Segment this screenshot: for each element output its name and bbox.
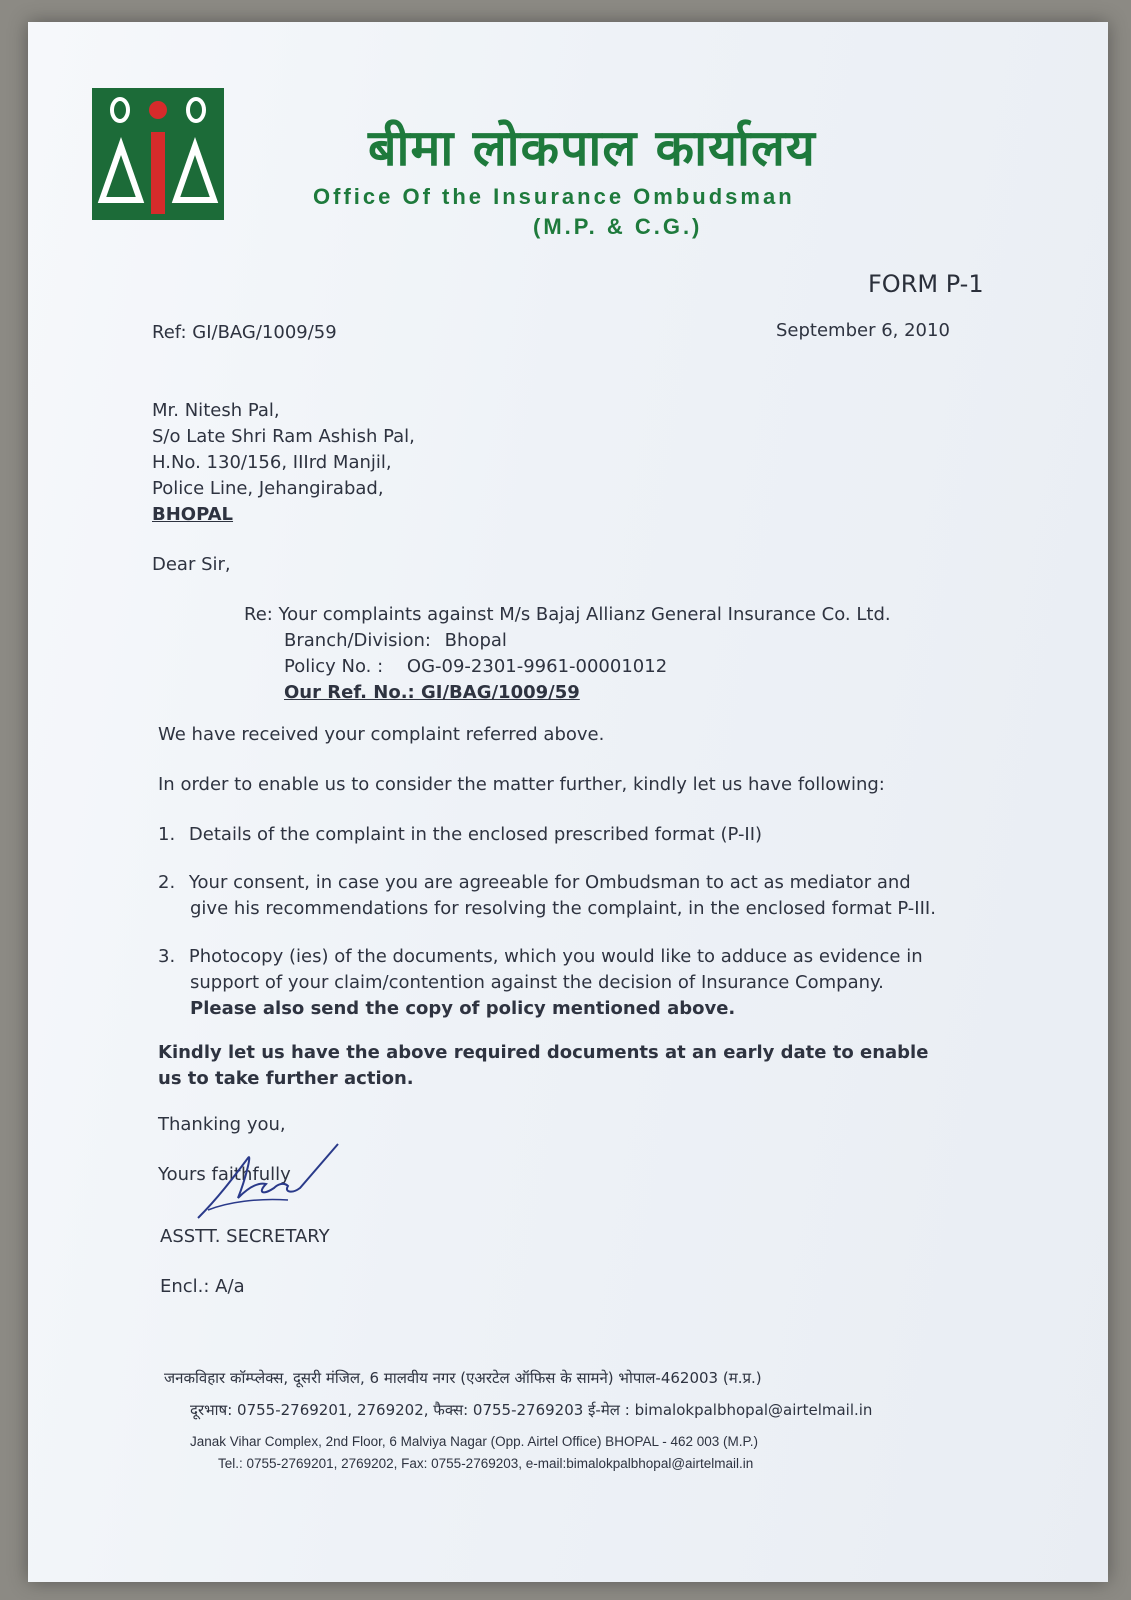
- closing-line: us to take further action.: [158, 1068, 414, 1089]
- list-text: Details of the complaint in the enclosed prescribed format (P-II): [188, 824, 763, 845]
- policy-line: [244, 654, 891, 680]
- footer-hindi-address: जनकविहार कॉम्प्लेक्स, दूसरी मंजिल, 6 मालवीय नगर (एअरटेल ऑफिस के सामने) भोपाल-462003 (म.प्र.): [164, 1369, 762, 1387]
- address-block: [152, 398, 415, 528]
- address-line: Mr. Nitesh Pal,: [152, 400, 280, 421]
- form-identifier: FORM P-1: [868, 270, 984, 298]
- reference-number: Ref: GI/BAG/1009/59: [152, 322, 337, 343]
- list-text: Your consent, in case you are agreeable for Ombudsman to act as mediator and: [188, 872, 911, 893]
- branch-line: [244, 628, 891, 654]
- footer-hindi-contact: दूरभाष: 0755-2769201, 2769202, फैक्स: 0755-2769203 ई-मेल : bimalokpalbhopal@airtelmail.in: [190, 1401, 873, 1419]
- address-line: S/o Late Shri Ram Ashish Pal,: [152, 426, 415, 447]
- list-text: give his recommendations for resolving the complaint, in the enclosed format P-III.: [190, 898, 936, 919]
- yours-faithfully: Yours faithfully: [158, 1164, 291, 1185]
- enclosure-note: Encl.: A/a: [160, 1276, 245, 1297]
- list-text: Please also send the copy of policy mentioned above.: [190, 998, 736, 1019]
- policy-number: OG-09-2301-9961-00001012: [406, 656, 668, 677]
- branch-value: Bhopal: [444, 630, 507, 651]
- signatory-title: ASSTT. SECRETARY: [160, 1226, 330, 1247]
- ombudsman-logo: [92, 88, 224, 220]
- subject-block: [244, 602, 891, 706]
- letter-page: [28, 22, 1108, 1582]
- english-office-title: Office Of the Insurance Ombudsman: [313, 184, 795, 209]
- logo-emblem-icon: [92, 88, 224, 220]
- list-number: 3.: [158, 946, 176, 967]
- address-city: BHOPAL: [152, 504, 234, 525]
- footer-english-contact: Tel.: 0755-2769201, 2769202, Fax: 0755-2769203, e-mail:bimalokpalbhopal@airtelmail.in: [218, 1456, 754, 1471]
- list-text: support of your claim/contention against the decision of Insurance Company.: [190, 972, 884, 993]
- branch-label: Branch/Division:: [284, 630, 431, 651]
- list-item: [158, 944, 978, 1022]
- body-paragraph: In order to enable us to consider the matter further, kindly let us have following:: [158, 774, 885, 795]
- list-number: 2.: [158, 872, 176, 893]
- closing-request: [158, 1040, 988, 1092]
- body-paragraph: We have received your complaint referred above.: [158, 724, 605, 745]
- address-line: Police Line, Jehangirabad,: [152, 478, 384, 499]
- region-subtitle: (M.P. & C.G.): [533, 214, 703, 239]
- list-number: 1.: [158, 824, 176, 845]
- letter-date: September 6, 2010: [776, 320, 950, 341]
- subject-line: Re: Your complaints against M/s Bajaj Allianz General Insurance Co. Ltd.: [244, 604, 891, 625]
- list-item: [158, 822, 978, 848]
- hindi-office-title: बीमा लोकपाल कार्यालय: [368, 119, 816, 177]
- policy-label: Policy No. :: [284, 656, 384, 677]
- address-line: H.No. 130/156, IIIrd Manjil,: [152, 452, 392, 473]
- salutation: Dear Sir,: [152, 554, 231, 575]
- thanks-line: Thanking you,: [158, 1114, 286, 1135]
- footer-english-address: Janak Vihar Complex, 2nd Floor, 6 Malviya Nagar (Opp. Airtel Office) BHOPAL - 462 003 (M.P.): [190, 1434, 759, 1449]
- closing-line: Kindly let us have the above required documents at an early date to enable: [158, 1042, 929, 1063]
- list-item: [158, 870, 978, 922]
- list-text: Photocopy (ies) of the documents, which you would like to adduce as evidence in: [188, 946, 923, 967]
- signature-icon: [188, 1138, 348, 1228]
- our-reference: Our Ref. No.: GI/BAG/1009/59: [284, 682, 580, 703]
